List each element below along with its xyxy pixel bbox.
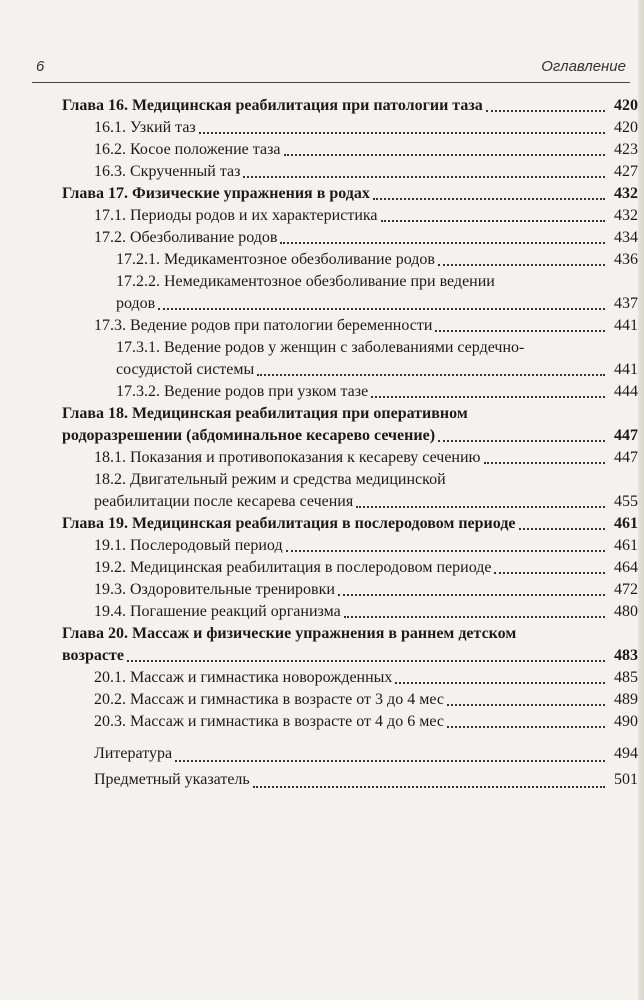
entry-title: Глава 18. Медицинская реабилитация при оперативном (62, 405, 468, 422)
entry-page-number: 464 (614, 559, 638, 576)
dot-leader (438, 440, 605, 442)
entry-title: Глава 20. Массаж и физические упражнения в раннем детском (62, 625, 517, 642)
dot-leader (484, 462, 606, 464)
table-of-contents (62, 95, 638, 793)
toc-section[interactable] (62, 601, 638, 623)
entry-page-number: 432 (614, 207, 638, 224)
dot-leader (158, 308, 605, 310)
toc-section[interactable] (62, 139, 638, 161)
entry-title: 20.2. Массаж и гимнастика в возрасте от 3 до 4 мес (94, 691, 444, 708)
toc-section[interactable] (62, 667, 638, 689)
entry-page-number: 432 (614, 185, 638, 202)
header-rule (32, 82, 630, 83)
entry-title: 17.2.2. Немедикаментозное обезболивание при ведении (116, 273, 495, 290)
entry-page-number: 420 (614, 97, 638, 114)
page-edge (638, 0, 644, 1000)
toc-chapter[interactable] (62, 183, 638, 205)
entry-page-number: 461 (614, 537, 638, 554)
dot-leader (253, 786, 605, 788)
toc-backmatter-entry[interactable] (62, 741, 638, 767)
entry-title: 20.3. Массаж и гимнастика в возрасте от 4 до 6 мес (94, 713, 444, 730)
toc-chapter[interactable] (62, 513, 638, 535)
page-number: 6 (36, 58, 45, 75)
entry-page-number: 501 (614, 771, 638, 788)
toc-section[interactable] (62, 381, 638, 403)
entry-title: 17.3. Ведение родов при патологии беременности (94, 317, 433, 334)
entry-page-number: 427 (614, 163, 638, 180)
running-header: Оглавление (541, 58, 626, 75)
toc-section[interactable] (62, 161, 638, 183)
toc-chapter[interactable] (62, 623, 638, 645)
entry-title: 17.2. Обезболивание родов (94, 229, 278, 246)
entry-title: 19.2. Медицинская реабилитация в послеродовом периоде (94, 559, 492, 576)
spacer (62, 733, 638, 741)
dot-leader (280, 242, 605, 244)
toc-section[interactable] (62, 579, 638, 601)
toc-section[interactable] (62, 689, 638, 711)
entry-title: 19.4. Погашение реакций организма (94, 603, 341, 620)
entry-page-number: 489 (614, 691, 638, 708)
toc-section[interactable] (62, 293, 638, 315)
entry-title: 16.3. Скрученный таз (94, 163, 241, 180)
dot-leader (371, 396, 605, 398)
entry-title: 17.2.1. Медикаментозное обезболивание родов (116, 251, 435, 268)
entry-title: Литература (94, 745, 173, 762)
toc-section[interactable] (62, 359, 638, 381)
toc-section[interactable] (62, 469, 638, 491)
entry-title: родоразрешении (абдоминальное кесарево сечение) (62, 427, 436, 444)
entry-title: 17.3.1. Ведение родов у женщин с заболеваниями сердечно- (116, 339, 525, 356)
dot-leader (373, 198, 605, 200)
dot-leader (494, 572, 605, 574)
entry-page-number: 447 (614, 427, 638, 444)
dot-leader (175, 760, 605, 762)
entry-page-number: 423 (614, 141, 638, 158)
entry-title: 18.2. Двигательный режим и средства медицинской (94, 471, 446, 488)
entry-title: 20.1. Массаж и гимнастика новорожденных (94, 669, 393, 686)
entry-page-number: 437 (614, 295, 638, 312)
dot-leader (344, 616, 605, 618)
entry-page-number: 447 (614, 449, 638, 466)
dot-leader (338, 594, 605, 596)
toc-chapter[interactable] (62, 95, 638, 117)
toc-section[interactable] (62, 271, 638, 293)
entry-page-number: 480 (614, 603, 638, 620)
toc-entries (62, 95, 638, 733)
entry-page-number: 461 (614, 515, 638, 532)
entry-title: 19.1. Послеродовый период (94, 537, 283, 554)
entry-page-number: 441 (614, 361, 638, 378)
entry-page-number: 485 (614, 669, 638, 686)
entry-page-number: 455 (614, 493, 638, 510)
entry-page-number: 472 (614, 581, 638, 598)
toc-section[interactable] (62, 337, 638, 359)
toc-section[interactable] (62, 227, 638, 249)
dot-leader (447, 726, 605, 728)
dot-leader (519, 528, 605, 530)
entry-title: 17.3.2. Ведение родов при узком тазе (116, 383, 369, 400)
dot-leader (356, 506, 605, 508)
dot-leader (381, 220, 605, 222)
entry-page-number: 420 (614, 119, 638, 136)
entry-title: Предметный указатель (94, 771, 250, 788)
dot-leader (447, 704, 605, 706)
dot-leader (127, 660, 605, 662)
entry-page-number: 490 (614, 713, 638, 730)
entry-title: реабилитации после кесарева сечения (94, 493, 354, 510)
entry-title: Глава 19. Медицинская реабилитация в послеродовом периоде (62, 515, 516, 532)
toc-section[interactable] (62, 535, 638, 557)
dot-leader (243, 176, 605, 178)
entry-page-number: 434 (614, 229, 638, 246)
entry-page-number: 483 (614, 647, 638, 664)
toc-section[interactable] (62, 315, 638, 337)
entry-title: Глава 17. Физические упражнения в родах (62, 185, 370, 202)
toc-section[interactable] (62, 447, 638, 469)
toc-section[interactable] (62, 205, 638, 227)
entry-title: 18.1. Показания и противопоказания к кесареву сечению (94, 449, 481, 466)
dot-leader (395, 682, 605, 684)
toc-section[interactable] (62, 491, 638, 513)
dot-leader (286, 550, 605, 552)
entry-title: 16.2. Косое положение таза (94, 141, 281, 158)
dot-leader (486, 110, 605, 112)
entry-page-number: 441 (614, 317, 638, 334)
toc-section[interactable] (62, 249, 638, 271)
entry-title: родов (116, 295, 156, 312)
toc-section[interactable] (62, 557, 638, 579)
toc-backmatter (62, 741, 638, 793)
dot-leader (435, 330, 605, 332)
toc-backmatter-entry[interactable] (62, 767, 638, 793)
entry-page-number: 436 (614, 251, 638, 268)
entry-page-number: 444 (614, 383, 638, 400)
dot-leader (199, 132, 605, 134)
entry-page-number: 494 (614, 745, 638, 762)
entry-title: 19.3. Оздоровительные тренировки (94, 581, 335, 598)
entry-title: сосудистой системы (116, 361, 255, 378)
entry-title: 17.1. Периоды родов и их характеристика (94, 207, 378, 224)
dot-leader (284, 154, 606, 156)
entry-title: возрасте (62, 647, 124, 664)
toc-section[interactable] (62, 711, 638, 733)
toc-chapter[interactable] (62, 425, 638, 447)
dot-leader (257, 374, 605, 376)
dot-leader (438, 264, 605, 266)
toc-chapter[interactable] (62, 403, 638, 425)
toc-chapter[interactable] (62, 645, 638, 667)
entry-title: Глава 16. Медицинская реабилитация при патологии таза (62, 97, 483, 114)
entry-title: 16.1. Узкий таз (94, 119, 196, 136)
toc-section[interactable] (62, 117, 638, 139)
